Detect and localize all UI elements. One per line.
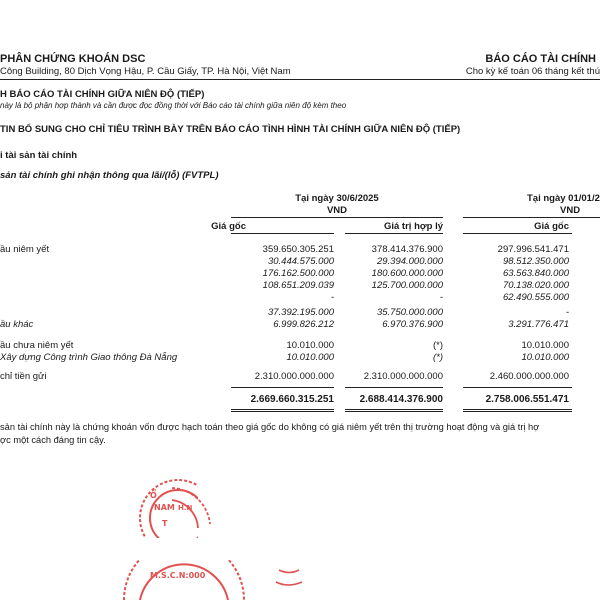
- cell-fair1: 35.750.000.000: [376, 307, 443, 318]
- cell-cost2: 62.490.555.000: [502, 292, 569, 303]
- total-rule-bottom-2b: [345, 411, 443, 412]
- total-cost2: 2.758.006.551.471: [485, 394, 569, 405]
- row-label: ầu niêm yết: [0, 244, 50, 255]
- cell-fair1: (*): [432, 352, 443, 363]
- cell-fair1: 2.310.000.000.000: [363, 371, 443, 382]
- total-rule-top-2: [345, 387, 443, 388]
- cell-cost2: -: [565, 307, 569, 318]
- total-fair1: 2.688.414.376.900: [359, 394, 443, 405]
- section-heading: TIN BỔ SUNG CHO CHỈ TIÊU TRÌNH BÀY TRÊN BÁO CÁO TÌNH HÌNH TÀI CHÍNH GIỮA NIÊN ĐỘ (TIẾP): [0, 124, 461, 135]
- notes-subheading: này là bộ phận hợp thành và cần được đọc đồng thời với Báo cáo tài chính giữa niên độ kèm theo: [0, 101, 347, 110]
- period2-header: Tại ngày 01/01/2: [527, 193, 600, 204]
- subsection-heading: i tài sản tài chính: [0, 150, 78, 161]
- cell-fair1: 125.700.000.000: [371, 280, 443, 291]
- col-cost1: Giá gốc: [211, 221, 246, 232]
- period2-rule: [463, 217, 600, 218]
- cell-cost1: 30.444.575.000: [267, 256, 334, 267]
- cell-cost2: 63.563.840.000: [502, 268, 569, 279]
- footnote-line2: ợc một cách đáng tin cậy.: [0, 435, 106, 445]
- period1-rule: [231, 217, 443, 218]
- col-rule-2: [345, 233, 443, 234]
- cell-cost2: 10.010.000: [521, 340, 569, 351]
- total-rule-top-3: [463, 387, 572, 388]
- total-rule-bottom-3a: [463, 409, 572, 410]
- cell-fair1: 378.414.376.900: [371, 244, 443, 255]
- cell-cost1: -: [330, 292, 334, 303]
- cell-cost1: 6.999.826.212: [273, 319, 334, 330]
- company-address: Công Building, 80 Dịch Vọng Hậu, P. Cầu Giấy, TP. Hà Nội, Việt Nam: [0, 66, 291, 77]
- company-name: PHÂN CHỨNG KHOÁN DSC: [0, 53, 146, 65]
- cell-cost2: 2.460.000.000.000: [489, 371, 569, 382]
- report-period: Cho kỳ kế toán 06 tháng kết thú: [465, 66, 600, 77]
- cell-cost2: 297.996.541.471: [497, 244, 569, 255]
- cell-cost1: 10.010.000: [286, 340, 334, 351]
- period1-unit: VND: [326, 205, 348, 216]
- notes-heading: H BÁO CÁO TÀI CHÍNH GIỮA NIÊN ĐỘ (TIẾP): [0, 89, 205, 100]
- company-seal-lower: [104, 560, 304, 600]
- report-title: BÁO CÁO TÀI CHÍNH: [485, 53, 596, 65]
- total-cost1: 2.669.660.315.251: [250, 394, 334, 405]
- svg-text:H.N: H.N: [178, 504, 193, 512]
- svg-text:M.S.C.N:000: M.S.C.N:000: [150, 571, 206, 580]
- header-rule: [0, 79, 600, 80]
- footnote-line1: sản tài chính này là chứng khoán vốn được hạch toán theo giá gốc do không có giá niêm yết trên thị trường hoạt động và giá trị hợ: [0, 422, 540, 432]
- total-rule-bottom-2a: [345, 409, 443, 410]
- svg-text:T: T: [162, 519, 168, 528]
- cell-cost2: 70.138.020.000: [502, 280, 569, 291]
- cell-cost2: 98.512.350.000: [502, 256, 569, 267]
- total-rule-top-1: [231, 387, 334, 388]
- category-heading: sản tài chính ghi nhận thông qua lãi/(lỗ) (FVTPL): [0, 170, 219, 181]
- cell-fair1: 6.970.376.900: [382, 319, 443, 330]
- cell-fair1: -: [439, 292, 443, 303]
- row-label: chỉ tiền gửi: [0, 371, 47, 382]
- cell-cost1: 359.650.305.251: [262, 244, 334, 255]
- cell-cost2: 10.010.000: [521, 352, 569, 363]
- col-rule-3: [463, 233, 572, 234]
- period1-header: Tại ngày 30/6/2025: [295, 193, 379, 204]
- col-rule-1: [231, 233, 334, 234]
- company-seal-upper-right: [170, 484, 230, 544]
- col-fair1: Giá trị hợp lý: [383, 221, 443, 232]
- total-rule-bottom-1b: [231, 411, 334, 412]
- cell-fair1: 29.394.000.000: [376, 256, 443, 267]
- cell-cost1: 37.392.195.000: [267, 307, 334, 318]
- total-rule-bottom-1a: [231, 409, 334, 410]
- total-rule-bottom-3b: [463, 411, 572, 412]
- row-label: Xây dựng Công trình Giao thông Đà Nẵng: [0, 352, 178, 363]
- col-cost2: Giá gốc: [534, 221, 569, 232]
- cell-cost1: 176.162.500.000: [262, 268, 334, 279]
- svg-text:NAM: NAM: [154, 503, 175, 512]
- cell-fair1: (*): [432, 340, 443, 351]
- cell-cost1: 108.651.209.039: [262, 280, 334, 291]
- row-label: ầu chưa niêm yết: [0, 340, 74, 351]
- cell-cost1: 2.310.000.000.000: [254, 371, 334, 382]
- period2-unit: VND: [560, 205, 581, 216]
- cell-cost1: 10.010.000: [286, 352, 334, 363]
- row-label: ầu khác: [0, 319, 34, 330]
- cell-fair1: 180.600.000.000: [371, 268, 443, 279]
- svg-text:Ổ: Ổ: [150, 491, 157, 500]
- cell-cost2: 3.291.776.471: [508, 319, 569, 330]
